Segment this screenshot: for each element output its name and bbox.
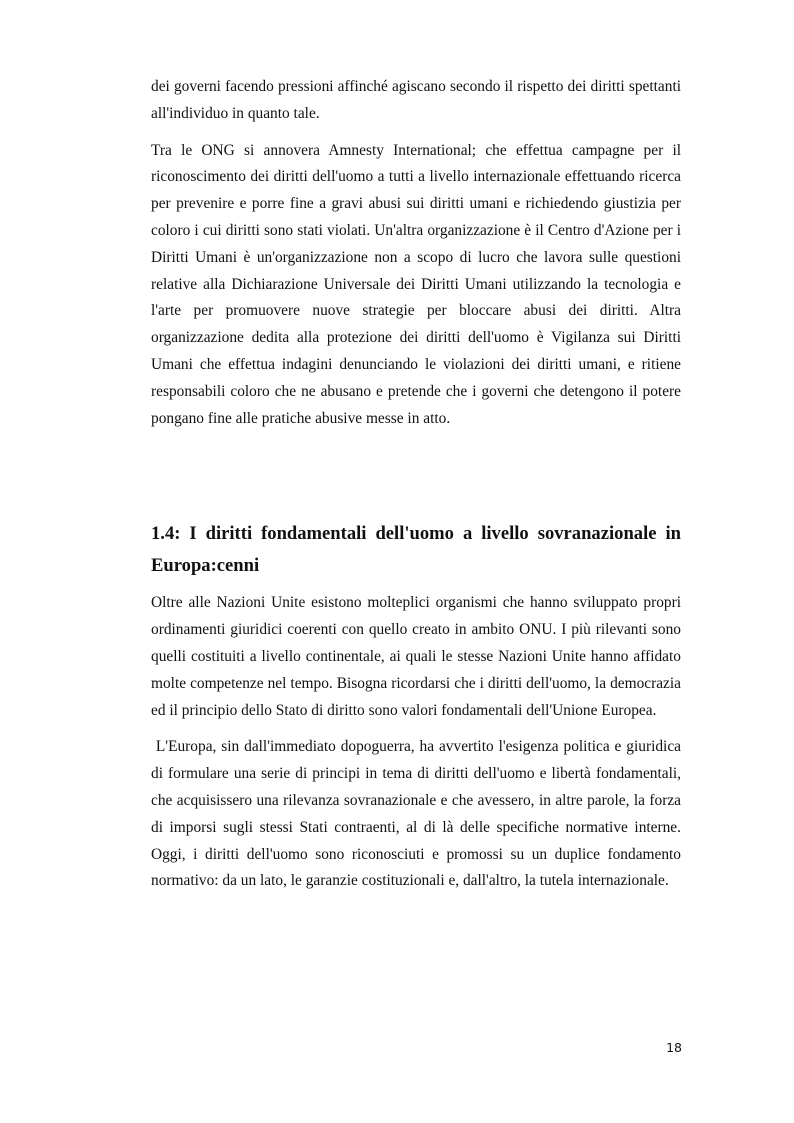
paragraph-continuation: dei governi facendo pressioni affinché agiscano secondo il rispetto dei diritti spettanti all'individuo in quanto tale. xyxy=(151,78,681,122)
page-content xyxy=(151,74,685,905)
paragraph-ong: Tra le ONG si annovera Amnesty International; che effettua campagne per il riconoscimento dei diritti dell'uomo a tutti a livello internazionale effettuando ricerca per prevenire e porre fine a gravi abusi sui diritti umani e richiedendo giustizia per coloro i cui diritti sono stati violati. Un'altra organizzazione è il Centro d'Azione per i Diritti Umani è un'organizzazione non a scopo di lucro che lavora sulle questioni relative alla Dichiarazione Universale dei Diritti Umani utilizzando la tecnologia e l'arte per promuovere nuove strategie per bloccare abusi dei diritti. Altra organizzazione dedita alla protezione dei diritti dell'uomo è Vigilanza sui Diritti Umani che effettua indagini denunciando le violazioni dei diritti umani, e ritiene responsabili coloro che ne abusano e pretende che i governi che detengono il potere pongano fine alle pratiche abusive messe in atto. xyxy=(151,141,681,427)
paragraph-nazioni-unite: Oltre alle Nazioni Unite esistono molteplici organismi che hanno sviluppato propri ordinamenti giuridici coerenti con quello creato in ambito ONU. I più rilevanti sono quelli costituiti a livello continentale, ai quali le stesse Nazioni Unite hanno affidato molte competenze nel tempo. Bisogna ricordarsi che i diritti dell'uomo, la democrazia ed il principio dello Stato di diritto sono valori fondamentali dell'Unione Europea. xyxy=(151,594,681,719)
section-spacer xyxy=(151,442,681,518)
paragraph-europa: L'Europa, sin dall'immediato dopoguerra, ha avvertito l'esigenza politica e giuridica di formulare una serie di principi in tema di diritti dell'uomo e libertà fondamentali, che acquisissero una rilevanza sovranazionale e che avessero, in altre parole, la forza di imporsi sugli stessi Stati contraenti, al di là delle specifiche normative interne. Oggi, i diritti dell'uomo sono riconosciuti e promossi su un duplice fondamento normativo: da un lato, le garanzie costituzionali e, dall'altro, la tutela internazionale. xyxy=(151,738,685,890)
page-number: 18 xyxy=(666,1040,682,1055)
section-heading: 1.4: I diritti fondamentali dell'uomo a livello sovranazionale in Europa:cenni xyxy=(151,523,681,577)
